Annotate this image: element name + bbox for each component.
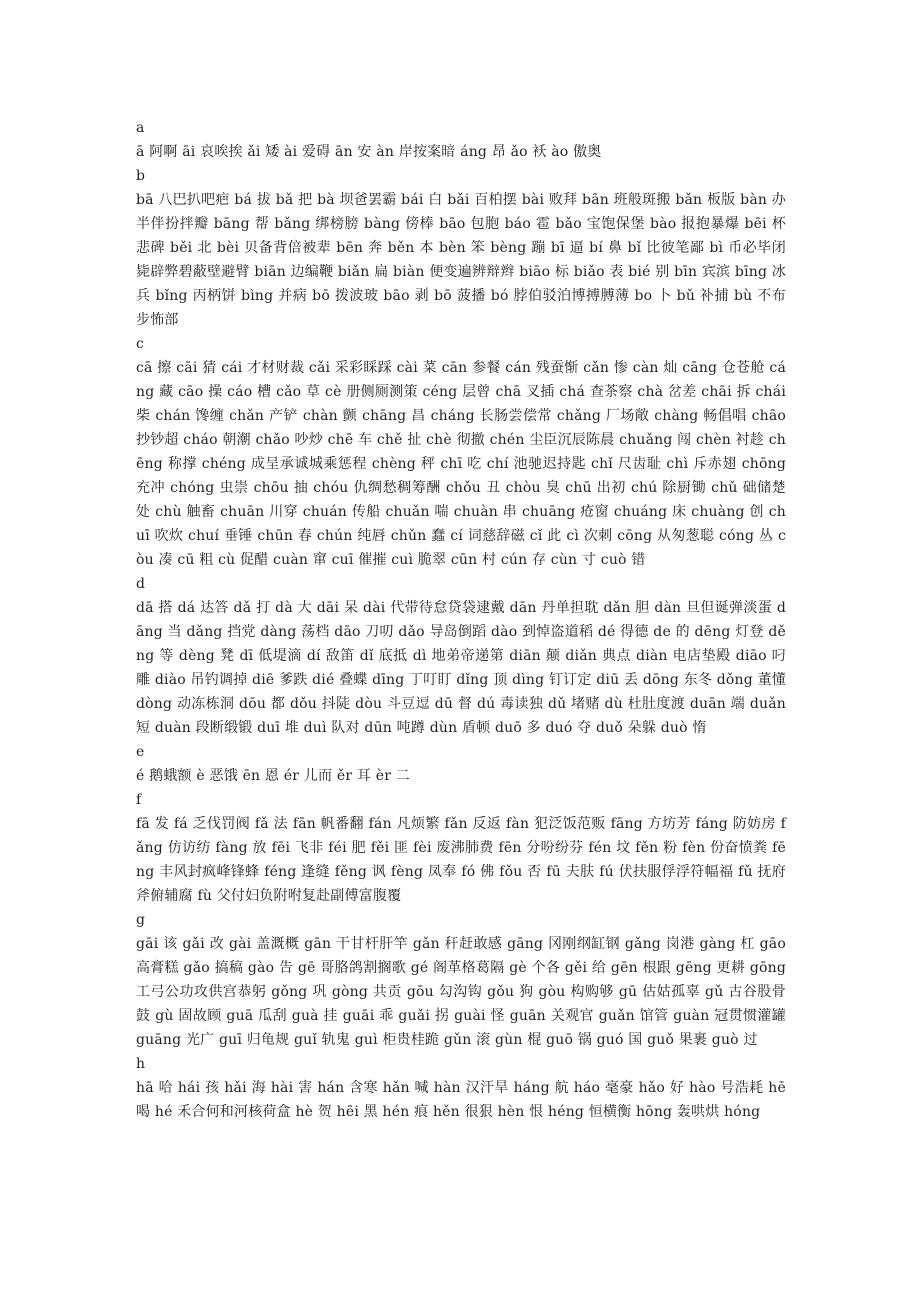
section-letter: g <box>136 912 145 928</box>
section-entries: bā 八巴扒吧疤 bá 拔 bǎ 把 bà 坝爸罢霸 bái 白 bǎi 百柏摆 bài 败拜 bān 班般斑搬 bǎn 板版 bàn 办半伴扮拌瓣 bāng 帮 bǎng 绑榜膀 bàng 傍棒 bāo 包胞 báo 雹 bǎo 宝饱保堡 bào 报抱暴爆 bēi 杯悲碑 běi 北 bèi 贝备背倍被辈 bēn 奔 běn 本 bèn 笨 bèng 蹦 bī 逼 bí 鼻 bǐ 比彼笔鄙 bì 币必毕闭毙辟弊碧蔽壁避臂 biān 边编鞭 biǎn 扁 biàn 便变遍辨辩辫 biāo 标 biǎo 表 bié 别 bīn 宾滨 bīng 冰兵 bǐng 丙柄饼 bìng 并病 bō 拨波玻 bāo 剥 bō 菠播 bó 脖伯驳泊博搏膊薄 bo 卜 bǔ 补捕 bù 不布步怖部 <box>136 192 786 328</box>
section-c <box>136 332 786 572</box>
section-entries: gāi 该 gǎi 改 gài 盖溉概 gān 干甘杆肝竿 gǎn 秆赶敢感 gāng 冈刚纲缸钢 gǎng 岗港 gàng 杠 gāo 高膏糕 gǎo 搞稿 gào 告 gē 哥胳鸽割搁歌 gé 阁革格葛隔 gè 个各 gěi 给 gēn 根跟 gēng 更耕 gōng 工弓公功攻供宫恭躬 gǒng 巩 gòng 共贡 gōu 勾沟钩 gǒu 狗 gòu 构购够 gū 估姑孤辜 gǔ 古谷股骨鼓 gù 固故顾 guā 瓜刮 guà 挂 guāi 乖 guǎi 拐 guài 怪 guān 关观官 guǎn 馆管 guàn 冠贯惯灌罐 guāng 光广 guī 归龟规 guǐ 轨鬼 guì 柜贵桂跪 gǔn 滚 gùn 棍 guō 锅 guó 国 guǒ 果裹 guò 过 <box>136 936 786 1048</box>
section-letter: d <box>136 576 145 592</box>
section-entries: fā 发 fá 乏伐罚阀 fǎ 法 fān 帆番翻 fán 凡烦繁 fǎn 反返 fàn 犯泛饭范贩 fāng 方坊芳 fáng 防妨房 fǎng 仿访纺 fàng 放 fēi 飞非 féi 肥 fěi 匪 fèi 废沸肺费 fēn 分吩纷芬 fén 坟 fěn 粉 fèn 份奋愤粪 fēng 丰风封疯峰锋蜂 féng 逢缝 fěng 讽 fèng 凤奉 fó 佛 fǒu 否 fū 夫肤 fú 伏扶服俘浮符幅福 fǔ 抚府斧俯辅腐 fù 父付妇负附咐复赴副傅富腹覆 <box>136 816 786 904</box>
section-letter: b <box>136 168 145 184</box>
section-letter: a <box>136 120 145 136</box>
section-b <box>136 164 786 332</box>
section-h <box>136 1052 786 1124</box>
section-a <box>136 116 786 164</box>
section-e <box>136 740 786 788</box>
section-letter: f <box>136 792 142 808</box>
section-g <box>136 908 786 1052</box>
section-f <box>136 788 786 908</box>
section-letter: c <box>136 336 144 352</box>
section-entries: cā 擦 cāi 猜 cái 才材财裁 cǎi 采彩睬踩 cài 菜 cān 参餐 cán 残蚕惭 cǎn 惨 càn 灿 cāng 仓苍舱 cáng 藏 cāo 操 cáo 槽 cǎo 草 cè 册侧厕测策 céng 层曾 chā 叉插 chá 查茶察 chà 岔差 chāi 拆 chái 柴 chán 馋缠 chǎn 产铲 chàn 颤 chāng 昌 cháng 长肠尝偿常 chǎng 厂场敞 chàng 畅倡唱 chāo 抄钞超 cháo 朝潮 chǎo 吵炒 chē 车 chě 扯 chè 彻撤 chén 尘臣沉辰陈晨 chuǎng 闯 chèn 衬趁 chēng 称撑 chéng 成呈承诚城乘惩程 chèng 秤 chī 吃 chí 池驰迟持匙 chǐ 尺齿耻 chì 斥赤翅 chōng 充冲 chóng 虫崇 chōu 抽 chóu 仇绸愁稠筹酬 chǒu 丑 chòu 臭 chū 出初 chú 除厨锄 chǔ 础储楚处 chù 触畜 chuān 川穿 chuán 传船 chuǎn 喘 chuàn 串 chuāng 疮窗 chuáng 床 chuàng 创 chuī 吹炊 chuí 垂锤 chūn 春 chún 纯唇 chǔn 蠢 cí 词慈辞磁 cǐ 此 cì 次刺 cōng 从匆葱聪 cóng 丛 còu 凑 cū 粗 cù 促醋 cuàn 窜 cuī 催摧 cuì 脆翠 cūn 村 cún 存 cùn 寸 cuò 错 <box>136 360 786 568</box>
section-d <box>136 572 786 740</box>
section-entries: dā 搭 dá 达答 dǎ 打 dà 大 dāi 呆 dài 代带待怠贷袋逮戴 dān 丹单担耽 dǎn 胆 dàn 旦但诞弹淡蛋 dāng 当 dǎng 挡党 dàng 荡档 dāo 刀叨 dǎo 导岛倒蹈 dào 到悼盗道稻 dé 得德 de 的 dēng 灯登 děng 等 dèng 凳 dī 低堤滴 dí 敌笛 dǐ 底抵 dì 地弟帝递第 diān 颠 diǎn 典点 diàn 电店垫殿 diāo 叼雕 diào 吊钓调掉 diē 爹跌 dié 叠蝶 dīng 丁叮盯 dǐng 顶 dìng 钉订定 diū 丢 dōng 东冬 dǒng 董懂 dòng 动冻栋洞 dōu 都 dǒu 抖陡 dòu 斗豆逗 dū 督 dú 毒读独 dǔ 堵赌 dù 杜肚度渡 duān 端 duǎn 短 duàn 段断缎锻 duī 堆 duì 队对 dūn 吨蹲 dùn 盾顿 duō 多 duó 夺 duǒ 朵躲 duò 惰 <box>136 600 786 736</box>
document-body <box>136 116 786 1124</box>
section-letter: h <box>136 1056 146 1072</box>
section-entries: ā 阿啊 āi 哀唉挨 ǎi 矮 ài 爱碍 ān 安 àn 岸按案暗 áng 昂 ǎo 袄 ào 傲奥 <box>136 144 602 160</box>
section-letter: e <box>136 744 145 760</box>
section-entries: é 鹅蛾额 è 恶饿 ēn 恩 ér 儿而 ěr 耳 èr 二 <box>136 768 410 784</box>
section-entries: hā 哈 hái 孩 hǎi 海 hài 害 hán 含寒 hǎn 喊 hàn 汉汗旱 háng 航 háo 毫豪 hǎo 好 hào 号浩耗 hē 喝 hé 禾合何和河核荷盒 hè 贺 hēi 黑 hén 痕 hěn 很狠 hèn 恨 héng 恒横衡 hōng 轰哄烘 hóng <box>136 1080 786 1120</box>
